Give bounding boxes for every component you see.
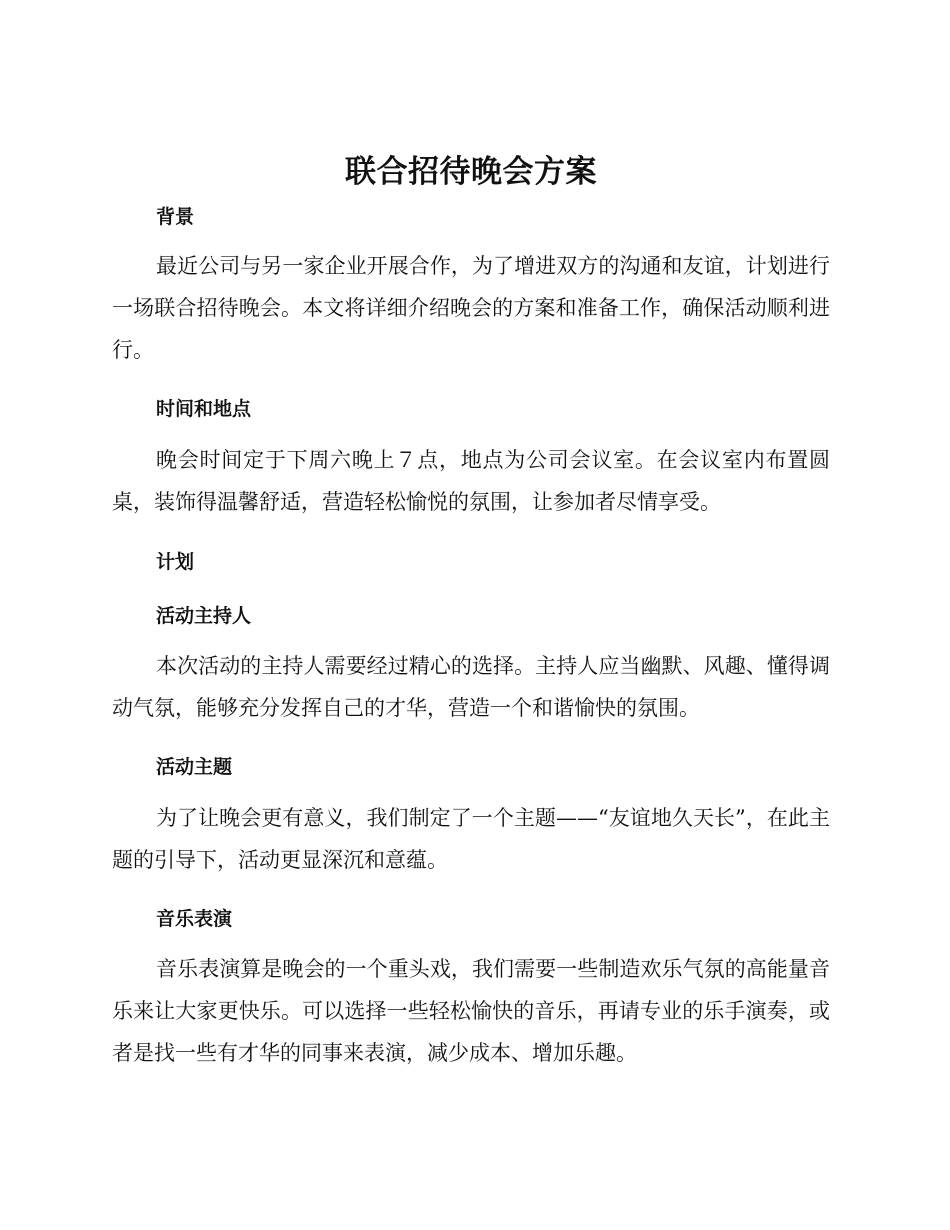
section-heading-music: 音乐表演	[156, 908, 233, 930]
document-title: 联合招待晚会方案	[345, 154, 597, 190]
paragraph-time-place: 晚会时间定于下周六晚上７点，地点为公司会议室。在会议室内布置圆桌，装饰得温馨舒适，营造轻松愉悦的氛围，让参加者尽情享受。	[112, 448, 830, 514]
document-page	[112, 150, 830, 1074]
paragraph-background: 最近公司与另一家企业开展合作，为了增进双方的沟通和友谊，计划进行一场联合招待晚会。本文将详细介绍晚会的方案和准备工作，确保活动顺利进行。	[112, 254, 830, 362]
paragraph-music: 音乐表演算是晚会的一个重头戏，我们需要一些制造欢乐气氛的高能量音乐来让大家更快乐。可以选择一些轻松愉快的音乐，再请专业的乐手演奏，或者是找一些有才华的同事来表演，减少成本、增加乐趣。	[112, 957, 830, 1065]
section-heading-time-place: 时间和地点	[156, 398, 252, 420]
paragraph-theme: 为了让晚会更有意义，我们制定了一个主题——“友谊地久天长”，在此主题的引导下，活动更显深沉和意蕴。	[112, 806, 830, 872]
section-heading-host: 活动主持人	[156, 605, 252, 627]
paragraph-host: 本次活动的主持人需要经过精心的选择。主持人应当幽默、风趣、懂得调动气氛，能够充分发挥自己的才华，营造一个和谐愉快的氛围。	[112, 654, 830, 720]
section-heading-background: 背景	[156, 206, 195, 228]
section-heading-plan: 计划	[156, 551, 195, 573]
section-heading-theme: 活动主题	[156, 756, 233, 778]
